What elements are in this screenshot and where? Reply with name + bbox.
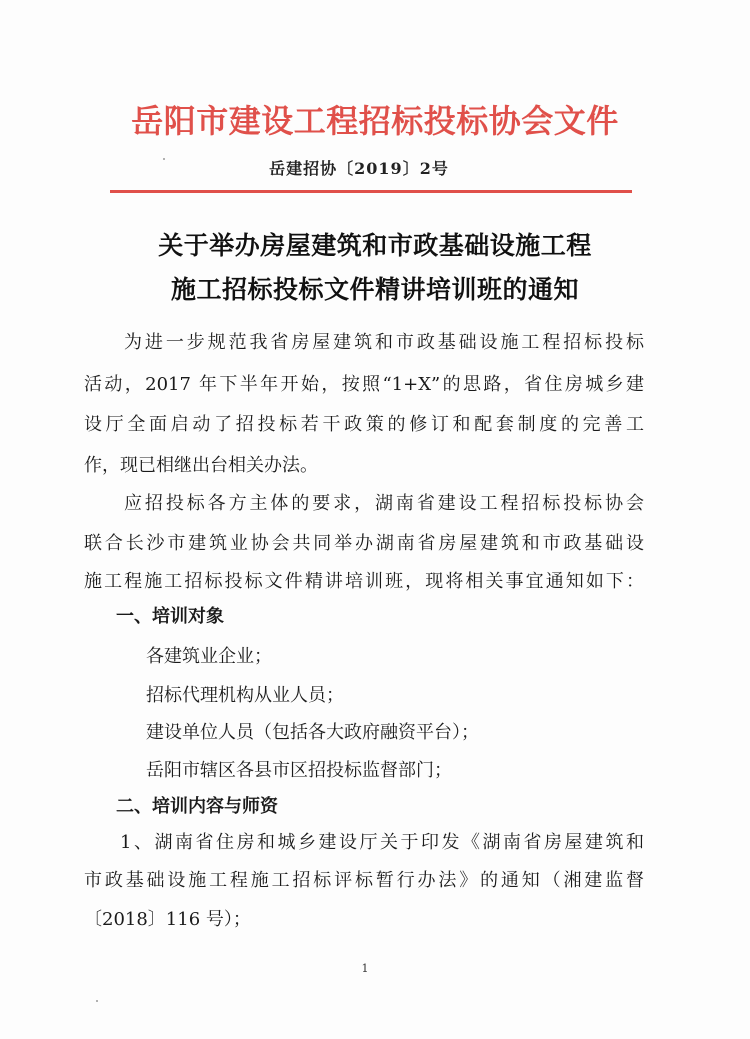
section-1-item: 招标代理机构从业人员； (146, 685, 344, 706)
section-1-heading: 一、培训对象 (116, 606, 224, 627)
paragraph-1-line-2: 活动，2017 年下半年开始，按照“1+X”的思路，省住房城乡建 (84, 374, 644, 395)
section-2-heading: 二、培训内容与师资 (116, 796, 278, 817)
org-header-title: 岳阳市建设工程招标投标协会文件 (131, 102, 619, 140)
scan-speck (163, 158, 165, 160)
paragraph-2-line-1: 应招投标各方主体的要求，湖南省建设工程招标投标协会 (124, 493, 644, 514)
paragraph-1-line-4: 作，现已相继出台相关办法。 (84, 455, 318, 476)
header-red-rule (110, 190, 632, 193)
document-number: 岳建招协〔2019〕2号 (269, 159, 449, 178)
notice-title-line-1: 关于举办房屋建筑和市政基础设施工程 (158, 231, 592, 260)
section-1-item: 岳阳市辖区各县市区招投标监督部门； (146, 760, 452, 781)
section-1-item: 各建筑业企业； (146, 646, 272, 667)
section-1-item: 建设单位人员（包括各大政府融资平台）； (146, 722, 479, 743)
page-number: 1 (361, 962, 369, 975)
section-2-item-1-line-2: 市政基础设施工程施工招标评标暂行办法》的通知（湘建监督 (84, 870, 644, 891)
section-2-item-1-line-1: 1、湖南省住房和城乡建设厅关于印发《湖南省房屋建筑和 (120, 832, 644, 853)
paragraph-2-line-3: 施工程施工招标投标文件精讲培训班，现将相关事宜通知如下： (84, 571, 644, 592)
paragraph-1-line-1: 为进一步规范我省房屋建筑和市政基础设施工程招标投标 (124, 332, 644, 353)
section-2-item-1-line-3: 〔2018〕116 号）； (84, 909, 251, 930)
paragraph-1-line-3: 设厅全面启动了招投标若干政策的修订和配套制度的完善工 (84, 414, 644, 435)
notice-title-line-2: 施工招标投标文件精讲培训班的通知 (170, 275, 579, 304)
paragraph-2-line-2: 联合长沙市建筑业协会共同举办湖南省房屋建筑和市政基础设 (84, 533, 644, 554)
scan-speck (96, 1000, 98, 1002)
